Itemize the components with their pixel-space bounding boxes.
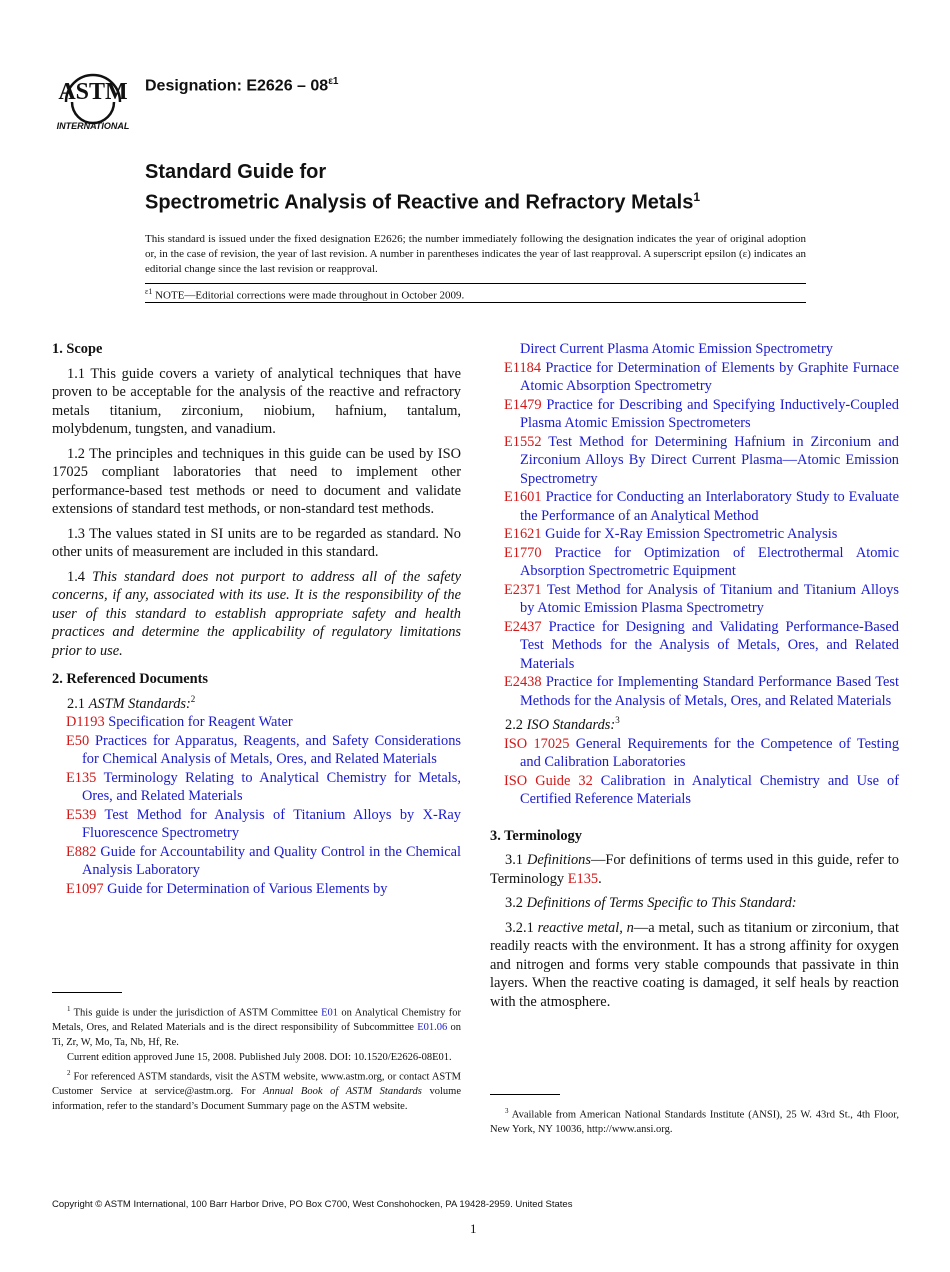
reference-link[interactable]: E50 Practices for Apparatus, Reagents, and Safety Considerations for Chemical Analysis of Metals, Ores, and Related Materials <box>66 732 461 767</box>
committee-link[interactable]: E01 <box>321 1007 339 1019</box>
page-number: 1 <box>470 1221 477 1236</box>
reference-link[interactable]: E1601 Practice for Conducting an Interlaboratory Study to Evaluate the Performance of an Analytical Method <box>504 489 899 524</box>
para-2-2: 2.2 ISO Standards:$^3$ <box>505 715 620 733</box>
reference-link[interactable]: E1770 Practice for Optimization of Electrothermal Atomic Absorption Spectrometric Equipment <box>504 544 899 579</box>
footnote-divider <box>490 1094 560 1095</box>
reference-continuation[interactable]: Direct Current Plasma Atomic Emission Spectrometry <box>520 341 833 357</box>
reference-link[interactable]: E539 Test Method for Analysis of Titanium Alloys by X-Ray Fluorescence Spectrometry <box>66 806 461 841</box>
right-column <box>490 340 899 1017</box>
issuance-statement: This standard is issued under the fixed designation E2626; the number immediately following the designation indicates the year of original adoption or, in the case of revision, the year of last revision. A number in parentheses indicates the year of last reapproval. A superscript epsilon (ε) indicates an editorial change since the last revision or reapproval. <box>145 233 806 275</box>
reference-link[interactable]: E882 Guide for Accountability and Quality Control in the Chemical Analysis Laboratory <box>66 843 461 878</box>
footnote-1: $^1$ This guide is under the jurisdiction of ASTM Committee E01 on Analytical Chemistry for Metals, Ores, and Related Materials and is the direct responsibility of Subcommittee E01.06 on Ti, Zr, W, Mo, Ta, Nb, Hf, Re. <box>52 1005 461 1049</box>
para-1-2: 1.2 The principles and techniques in this guide can be used by ISO 17025 compliant laboratories that need to implement other performance-based test methods or need to document and validate extensions of standard test methods, or non-standard test methods. <box>52 445 461 517</box>
subcommittee-link[interactable]: E01.06 <box>417 1022 448 1034</box>
footnotes-right <box>490 1104 899 1138</box>
reference-link[interactable]: E1552 Test Method for Determining Hafnium in Zirconium and Zirconium Alloys By Direct Current Plasma—Atomic Emission Spectrometry <box>504 433 899 487</box>
para-3-2-1: 3.2.1 reactive metal, n—a metal, such as titanium or zirconium, that readily reacts with the environment. It has a strong affinity for oxygen and nitrogen and forms very stable compounds that passivate in thin layers. When the reactive coating is damaged, it self heals by reaction with the atmosphere. <box>490 919 899 1010</box>
reference-link[interactable]: E1479 Practice for Describing and Specifying Inductively-Coupled Plasma Atomic Emission Spectrometers <box>504 396 899 431</box>
reference-link[interactable]: E1097 Guide for Determination of Various Elements by <box>66 880 388 897</box>
designation: Designation: $E2626 - 08^{\varepsilon 1}$ <box>145 76 339 95</box>
reference-link[interactable]: E1184 Practice for Determination of Elements by Graphite Furnace Atomic Absorption Spectrometry <box>504 359 899 394</box>
para-1-4: 1.4 This standard does not purport to address all of the safety concerns, if any, associated with its use. It is the responsibility of the user of this standard to establish appropriate safety and health practices and determine the applicability of regulatory limitations prior to use. <box>52 568 461 659</box>
footnote-2: $^2$ For referenced ASTM standards, visit the ASTM website, www.astm.org, or contact ASTM Customer Service at service@astm.org. For Annual Book of ASTM Standards volume information, refer to the standard’s Document Summary page on the ASTM website. <box>52 1068 461 1112</box>
section-heading-referenced-documents: 2. Referenced Documents <box>52 671 208 687</box>
logo-subtext: INTERNATIONAL <box>56 121 130 131</box>
divider <box>145 302 806 303</box>
para-3-1: 3.1 Definitions—For definitions of terms used in this guide, refer to Terminology E135. <box>490 852 899 887</box>
iso-reference-link[interactable]: ISO 17025 General Requirements for the Competence of Testing and Calibration Laboratories <box>504 735 900 770</box>
terminology-link[interactable]: E135 <box>567 870 599 887</box>
reference-link[interactable]: E135 Terminology Relating to Analytical Chemistry for Metals, Ores, and Related Materials <box>66 769 461 804</box>
divider <box>145 283 806 284</box>
section-heading-terminology: 3. Terminology <box>490 827 582 844</box>
section-heading-scope: 1. Scope <box>52 341 103 357</box>
reference-link[interactable]: E2437 Practice for Designing and Validating Performance-Based Test Methods for the Analysis of Metals, Ores, and Related Materials <box>504 618 899 672</box>
para-2-1: 2.1 ASTM Standards:$^2$ <box>67 693 196 712</box>
title-line-1: Standard Guide for <box>145 161 327 183</box>
editorial-note: $^{\varepsilon 1}$ NOTE—Editorial corrections were made throughout in October 2009. <box>145 287 465 302</box>
para-3-2: 3.2 Definitions of Terms Specific to This Standard: <box>505 895 797 911</box>
para-1-1: 1.1 This guide covers a variety of analytical techniques that have proven to be acceptable for the analysis of the reactive and refractory metals titanium, zirconium, niobium, hafnium, tantalum, molybdenum, tungsten, and vanadium. <box>52 365 461 437</box>
footnotes-left <box>52 1002 461 1115</box>
footnote-divider <box>52 992 122 993</box>
reference-link[interactable]: E2371 Test Method for Analysis of Titanium and Titanium Alloys by Atomic Emission Plasma Spectrometry <box>504 581 899 616</box>
footnote-3: $^3$ Available from American National Standards Institute (ANSI), 25 W. 43rd St., 4th Floor, New York, NY 10036, http://www.ansi.org. <box>490 1107 899 1136</box>
astm-logo <box>52 58 134 132</box>
reference-link[interactable]: E1621 Guide for X-Ray Emission Spectrometric Analysis <box>504 526 838 542</box>
reference-link[interactable]: D1193 Specification for Reagent Water <box>66 714 293 730</box>
document-title <box>145 160 700 216</box>
left-column <box>52 340 461 898</box>
iso-reference-link[interactable]: ISO Guide 32 Calibration in Analytical Chemistry and Use of Certified Reference Materials <box>504 772 899 807</box>
logo-text: ASTM <box>58 79 128 105</box>
title-line-2: Spectrometric Analysis of Reactive and Refractory Metals$^1$ <box>145 190 701 214</box>
footnote-1-edition: Current edition approved June 15, 2008. Published July 2008. DOI: 10.1520/E2626-08E01. <box>67 1051 452 1063</box>
copyright-notice: Copyright © ASTM International, 100 Barr Harbor Drive, PO Box C700, West Conshohocken, PA 19428-2959. United States <box>52 1199 573 1210</box>
reference-link[interactable]: E2438 Practice for Implementing Standard Performance Based Test Methods for the Analysis of Metals, Ores, and Related Materials <box>504 674 899 709</box>
para-1-3: 1.3 The values stated in SI units are to be regarded as standard. No other units of measurement are included in this standard. <box>52 525 461 560</box>
